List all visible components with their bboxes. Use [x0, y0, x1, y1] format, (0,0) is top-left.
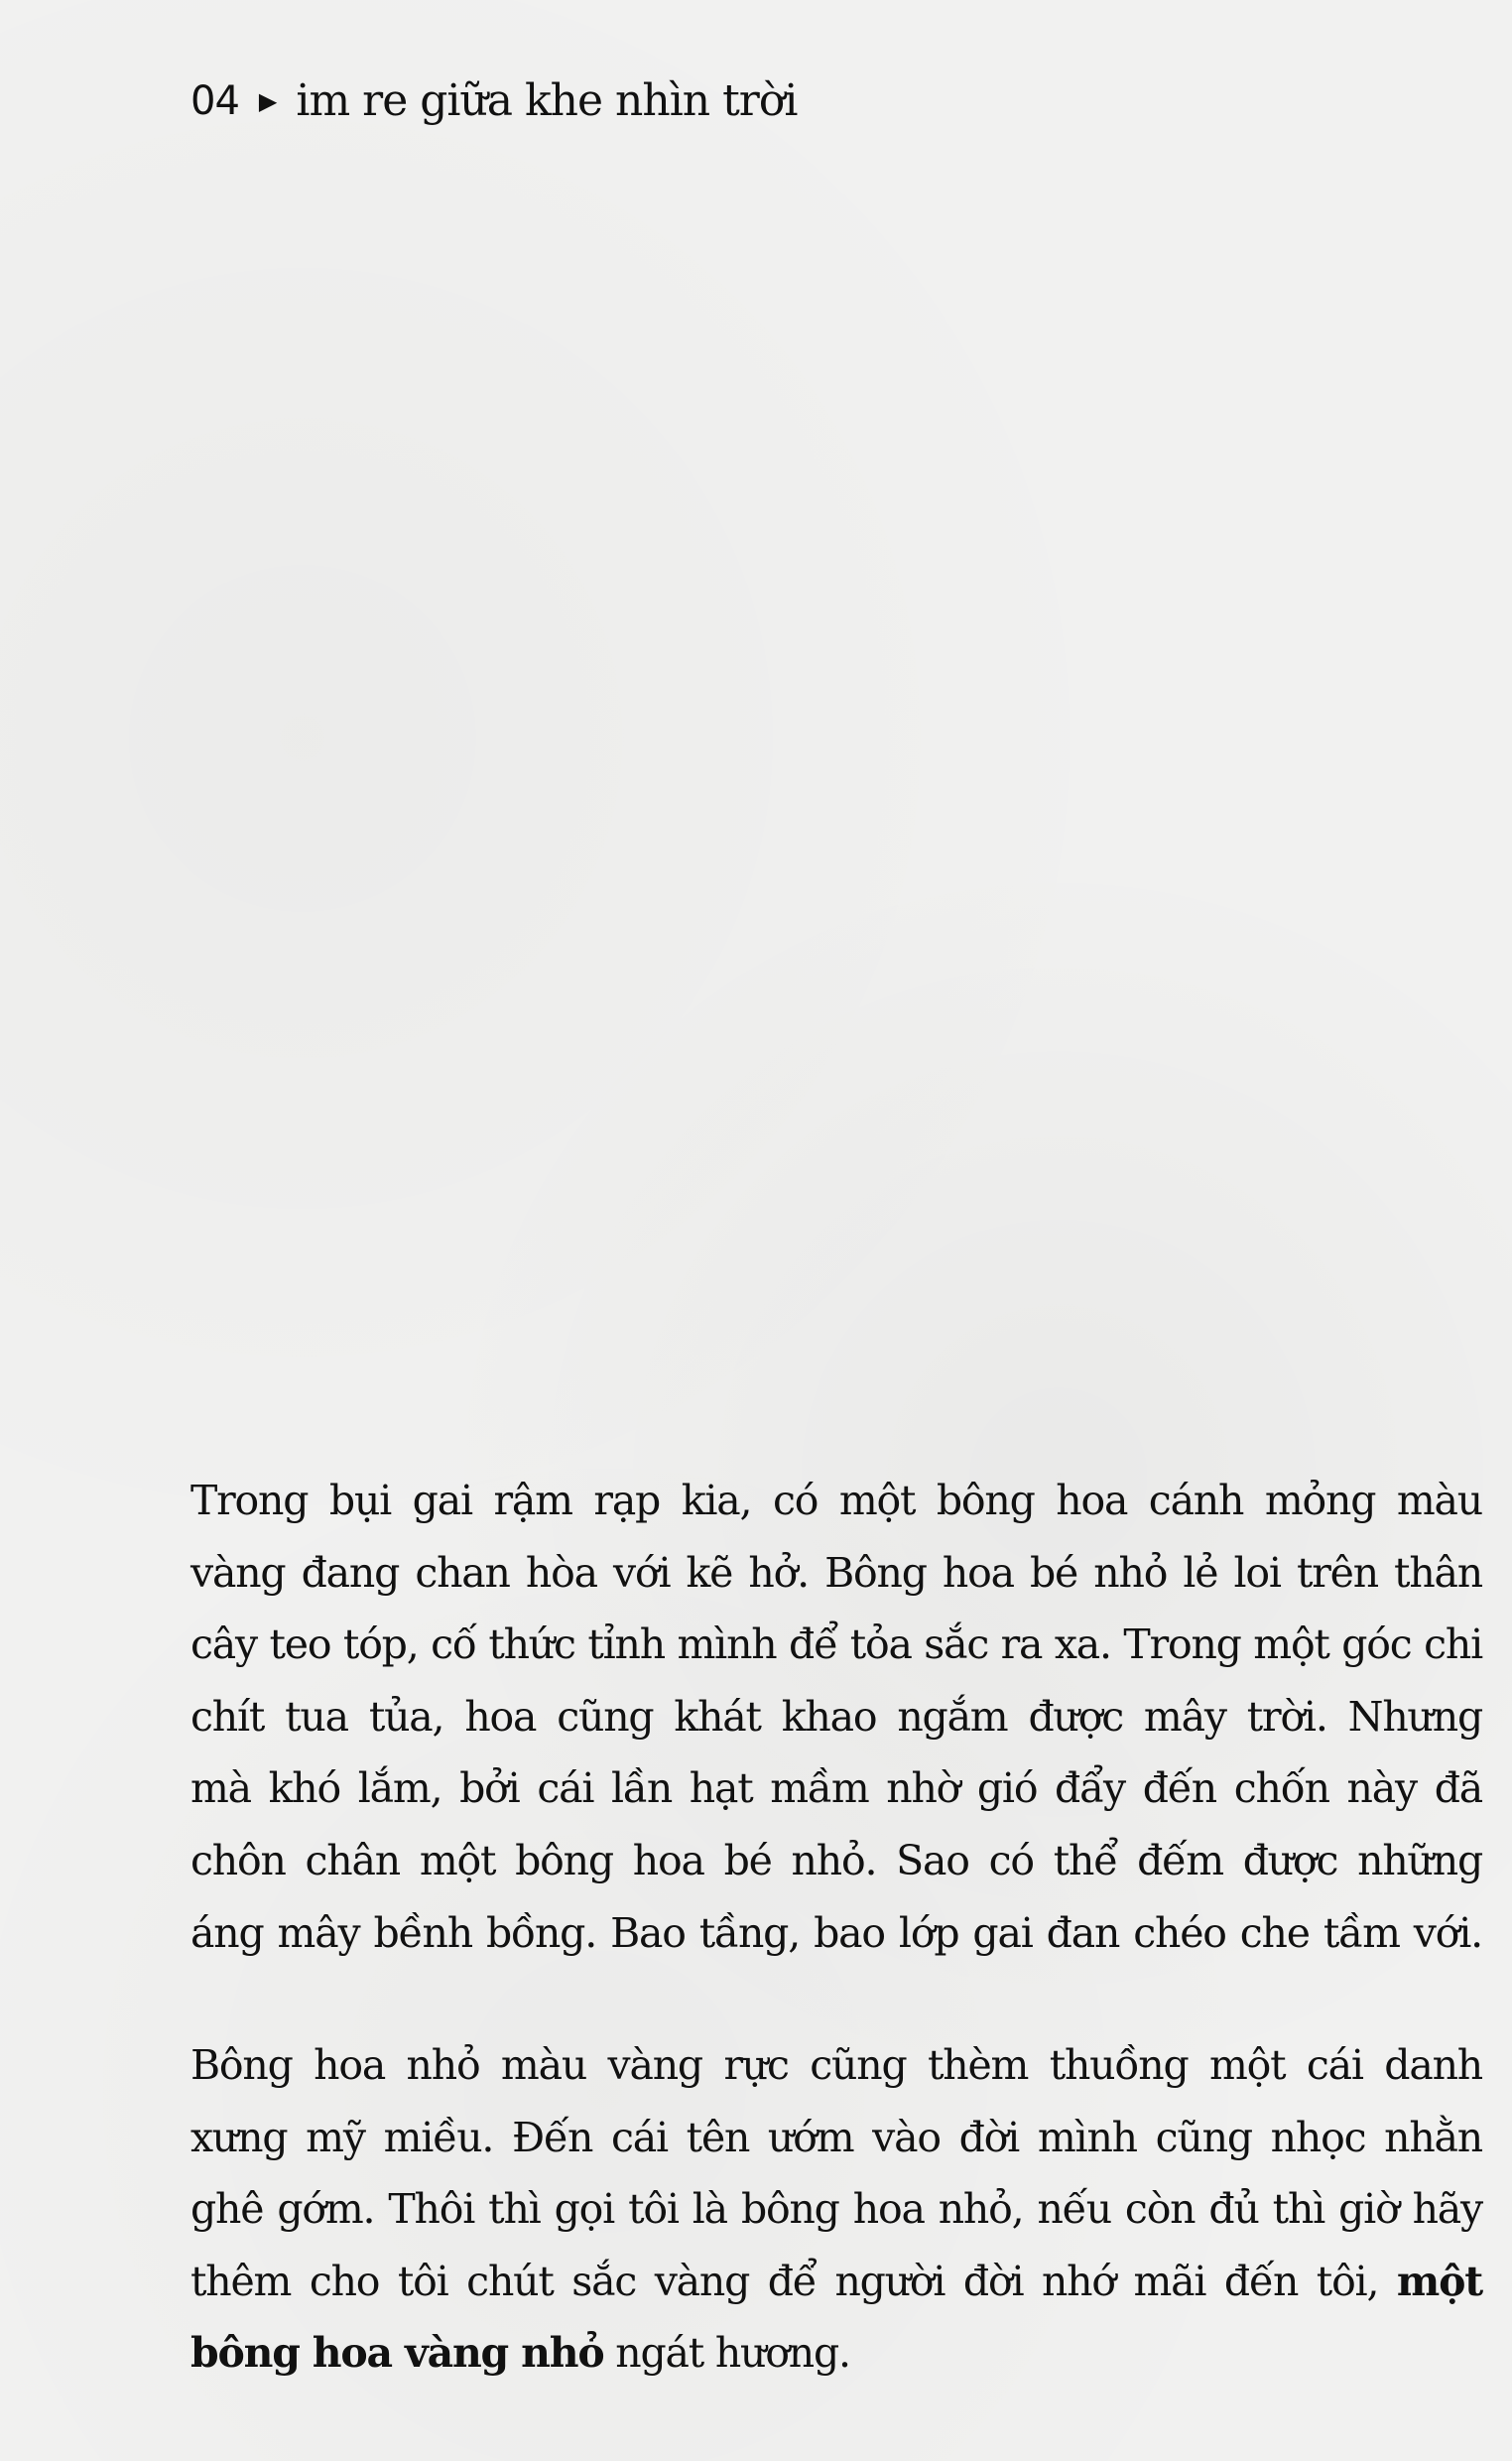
- chapter-title: im re giữa khe nhìn trời: [296, 75, 798, 126]
- text-line: xưng mỹ miều. Đến cái tên ướm vào đời mình cũng nhọc nhằn: [190, 2113, 1482, 2161]
- regular-text: thêm cho tôi chút sắc vàng để người đời nhớ mãi đến tôi,: [190, 2257, 1397, 2305]
- paragraph-1: [190, 1465, 1482, 1969]
- text-line: ghê gớm. Thôi thì gọi tôi là bông hoa nhỏ, nếu còn đủ thì giờ hãy: [190, 2185, 1482, 2234]
- text-line: cây teo tóp, cố thức tỉnh mình để tỏa sắc ra xa. Trong một góc chi: [190, 1620, 1482, 1669]
- bold-text: một: [1396, 2257, 1482, 2305]
- paragraph-2: [190, 2029, 1482, 2390]
- regular-text: ngát hương.: [603, 2329, 850, 2378]
- chapter-number: 04: [190, 77, 239, 124]
- text-line: [190, 2317, 1482, 2390]
- text-line: chít tua tủa, hoa cũng khát khao ngắm được mây trời. Nhưng: [190, 1692, 1482, 1741]
- text-line: áng mây bềnh bồng. Bao tầng, bao lớp gai đan chéo che tầm với.: [190, 1908, 1482, 1957]
- text-line: mà khó lắm, bởi cái lần hạt mầm nhờ gió đẩy đến chốn này đã: [190, 1764, 1482, 1813]
- text-line: Trong bụi gai rậm rạp kia, có một bông hoa cánh mỏng màu: [190, 1477, 1482, 1524]
- triangle-right-icon: ▶: [258, 86, 277, 115]
- text-line: Bông hoa nhỏ màu vàng rực cũng thèm thuồng một cái danh: [190, 2041, 1482, 2089]
- text-line: vàng đang chan hòa với kẽ hở. Bông hoa bé nhỏ lẻ loi trên thân: [190, 1548, 1482, 1597]
- bold-text: bông hoa vàng nhỏ: [190, 2329, 604, 2378]
- text-line: chôn chân một bông hoa bé nhỏ. Sao có thể đếm được những: [190, 1836, 1482, 1884]
- text-line: [190, 2246, 1482, 2318]
- running-header: [190, 75, 797, 126]
